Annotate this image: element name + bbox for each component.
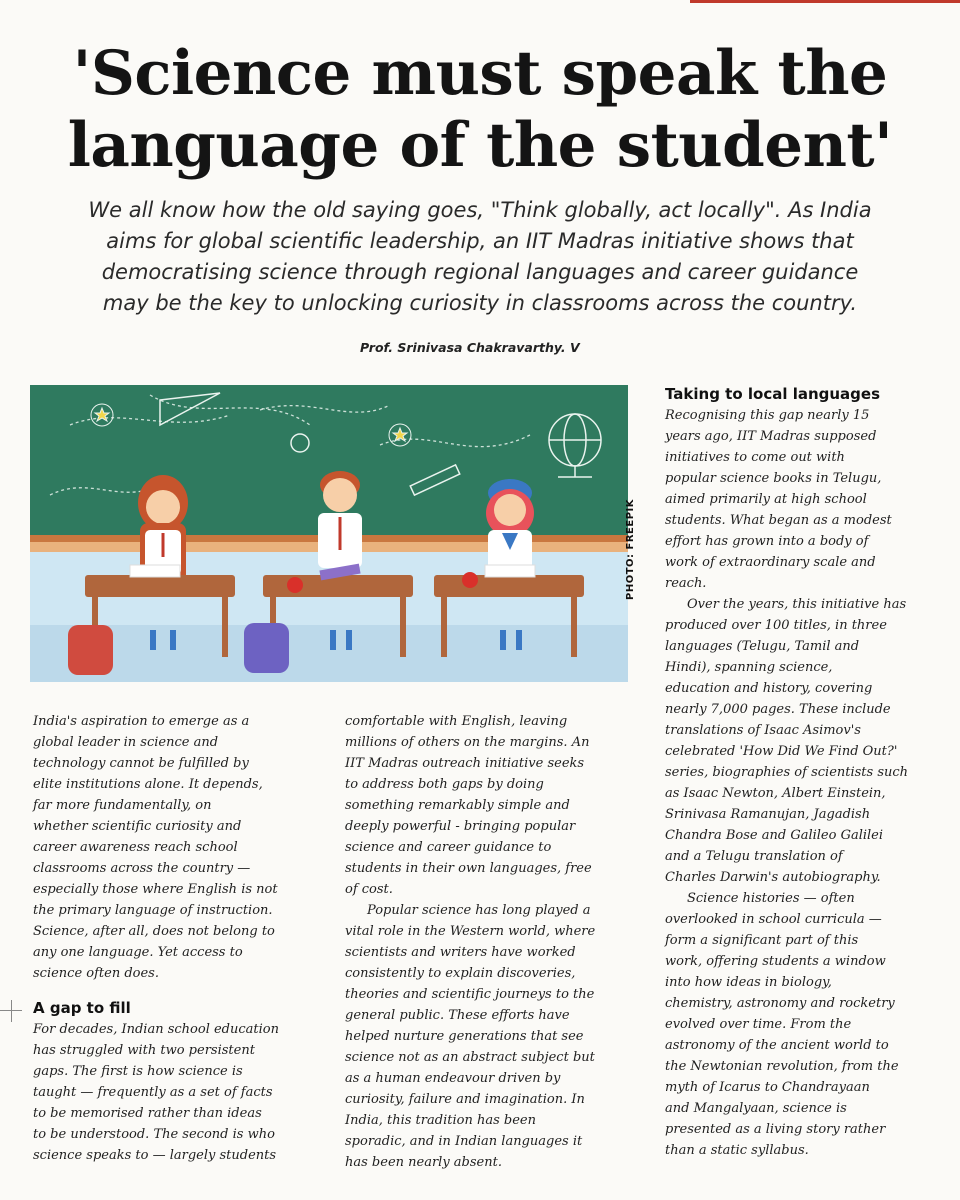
- body-line: work, offering students a window: [665, 954, 886, 969]
- standfirst-line: may be the key to unlocking curiosity in classrooms across the country.: [102, 291, 858, 315]
- body-line: celebrated 'How Did We Find Out?': [665, 744, 898, 759]
- body-line: languages (Telugu, Tamil and: [665, 639, 860, 654]
- body-line: millions of others on the margins. An: [345, 735, 590, 750]
- body-line: has been nearly absent.: [345, 1155, 502, 1170]
- body-line: elite institutions alone. It depends,: [33, 777, 263, 792]
- top-accent-rule: [690, 0, 960, 3]
- crop-mark: [11, 1000, 12, 1022]
- body-line: classrooms across the country —: [33, 861, 251, 876]
- school-bag-icon: [244, 623, 289, 673]
- body-line: to be understood. The second is who: [33, 1127, 275, 1142]
- body-line: reach.: [665, 576, 707, 591]
- headline-line-2: language of the student': [67, 110, 893, 181]
- standfirst-line: aims for global scientific leadership, an IIT Madras initiative shows that: [106, 229, 854, 253]
- body-line: myth of Icarus to Chandrayaan: [665, 1080, 870, 1095]
- body-line: Chandra Bose and Galileo Galilei: [665, 828, 884, 843]
- body-line: to be memorised rather than ideas: [33, 1106, 262, 1121]
- body-line: especially those where English is not: [33, 882, 278, 897]
- student-figure-middle: [318, 471, 362, 568]
- body-line: sporadic, and in Indian languages it: [345, 1134, 583, 1149]
- body-line: taught — frequently as a set of facts: [33, 1085, 273, 1100]
- body-line: as Isaac Newton, Albert Einstein,: [665, 786, 886, 801]
- apple-icon: [287, 577, 303, 593]
- body-line: Over the years, this initiative has: [687, 597, 907, 612]
- classroom-illustration: [30, 385, 628, 682]
- body-line: science and career guidance to: [345, 840, 552, 855]
- body-line: something remarkably simple and: [345, 798, 570, 813]
- body-line: Science, after all, does not belong to: [33, 924, 275, 939]
- body-line: the Newtonian revolution, from the: [665, 1059, 899, 1074]
- body-line: technology cannot be fulfilled by: [33, 756, 249, 771]
- body-line: effort has grown into a body of: [665, 534, 869, 549]
- article-column-3: [665, 385, 945, 1161]
- body-line: evolved over time. From the: [665, 1017, 852, 1032]
- body-line: students in their own languages, free: [345, 861, 592, 876]
- body-line: theories and scientific journeys to the: [345, 987, 595, 1002]
- body-line: Recognising this gap nearly 15: [665, 408, 870, 423]
- body-line: into how ideas in biology,: [665, 975, 832, 990]
- body-line: series, biographies of scientists such: [665, 765, 909, 780]
- body-line: Science histories — often: [687, 891, 855, 906]
- apple-icon: [462, 572, 478, 588]
- body-line: vital role in the Western world, where: [345, 924, 596, 939]
- body-line: Srinivasa Ramanujan, Jagadish: [665, 807, 871, 822]
- body-line: astronomy of the ancient world to: [665, 1038, 889, 1053]
- school-bag-icon: [68, 625, 113, 675]
- body-line: of cost.: [345, 882, 393, 897]
- body-line: aimed primarily at high school: [665, 492, 867, 507]
- body-line: years ago, IIT Madras supposed: [665, 429, 877, 444]
- body-line: to address both gaps by doing: [345, 777, 544, 792]
- subheading-gap-to-fill: A gap to fill: [33, 999, 131, 1017]
- author-byline: Prof. Srinivasa Chakravarthy. V: [360, 340, 580, 355]
- article-headline: [40, 38, 920, 182]
- headline-line-1: 'Science must speak the: [72, 38, 888, 109]
- article-standfirst: [30, 195, 930, 319]
- body-line: gaps. The first is how science is: [33, 1064, 243, 1079]
- body-line: science often does.: [33, 966, 159, 981]
- body-line: students. What began as a modest: [665, 513, 892, 528]
- subheading-local-languages: Taking to local languages: [665, 385, 881, 403]
- body-line: produced over 100 titles, in three: [665, 618, 887, 633]
- body-line: scientists and writers have worked: [345, 945, 576, 960]
- body-line: global leader in science and: [33, 735, 219, 750]
- body-line: presented as a living story rather: [665, 1122, 886, 1137]
- body-line: For decades, Indian school education: [33, 1022, 279, 1037]
- body-line: deeply powerful - bringing popular: [345, 819, 576, 834]
- body-line: form a significant part of this: [665, 933, 859, 948]
- body-line: chemistry, astronomy and rocketry: [665, 996, 895, 1011]
- article-column-1: [33, 711, 323, 1166]
- body-line: than a static syllabus.: [665, 1143, 809, 1158]
- chalkboard: [30, 385, 628, 535]
- standfirst-line: We all know how the old saying goes, "Think globally, act locally". As India: [88, 198, 872, 222]
- article-column-2: [345, 711, 635, 1173]
- body-line: any one language. Yet access to: [33, 945, 243, 960]
- body-line: initiatives to come out with: [665, 450, 845, 465]
- body-line: education and history, covering: [665, 681, 873, 696]
- body-line: Charles Darwin's autobiography.: [665, 870, 881, 885]
- body-line: Hindi), spanning science,: [665, 660, 833, 675]
- standfirst-line: democratising science through regional languages and career guidance: [101, 260, 859, 284]
- body-line: whether scientific curiosity and: [33, 819, 242, 834]
- body-line: far more fundamentally, on: [33, 798, 212, 813]
- body-line: general public. These efforts have: [345, 1008, 570, 1023]
- body-line: science speaks to — largely students: [33, 1148, 277, 1163]
- body-line: science not as an abstract subject but: [345, 1050, 595, 1065]
- body-line: India, this tradition has been: [345, 1113, 536, 1128]
- body-line: comfortable with English, leaving: [345, 714, 568, 729]
- body-line: helped nurture generations that see: [345, 1029, 584, 1044]
- body-line: Popular science has long played a: [367, 903, 591, 918]
- body-line: consistently to explain discoveries,: [345, 966, 576, 981]
- body-line: translations of Isaac Asimov's: [665, 723, 861, 738]
- body-line: as a human endeavour driven by: [345, 1071, 561, 1086]
- body-line: work of extraordinary scale and: [665, 555, 876, 570]
- body-line: IIT Madras outreach initiative seeks: [345, 756, 585, 771]
- body-line: and a Telugu translation of: [665, 849, 843, 864]
- body-line: curiosity, failure and imagination. In: [345, 1092, 585, 1107]
- body-line: nearly 7,000 pages. These include: [665, 702, 891, 717]
- body-line: and Mangalyaan, science is: [665, 1101, 847, 1116]
- body-line: popular science books in Telugu,: [665, 471, 882, 486]
- body-line: has struggled with two persistent: [33, 1043, 255, 1058]
- body-line: career awareness reach school: [33, 840, 238, 855]
- body-line: India's aspiration to emerge as a: [33, 714, 250, 729]
- photo-credit: PHOTO: FREEPIK: [625, 499, 636, 600]
- body-line: the primary language of instruction.: [33, 903, 273, 918]
- body-line: overlooked in school curricula —: [665, 912, 882, 927]
